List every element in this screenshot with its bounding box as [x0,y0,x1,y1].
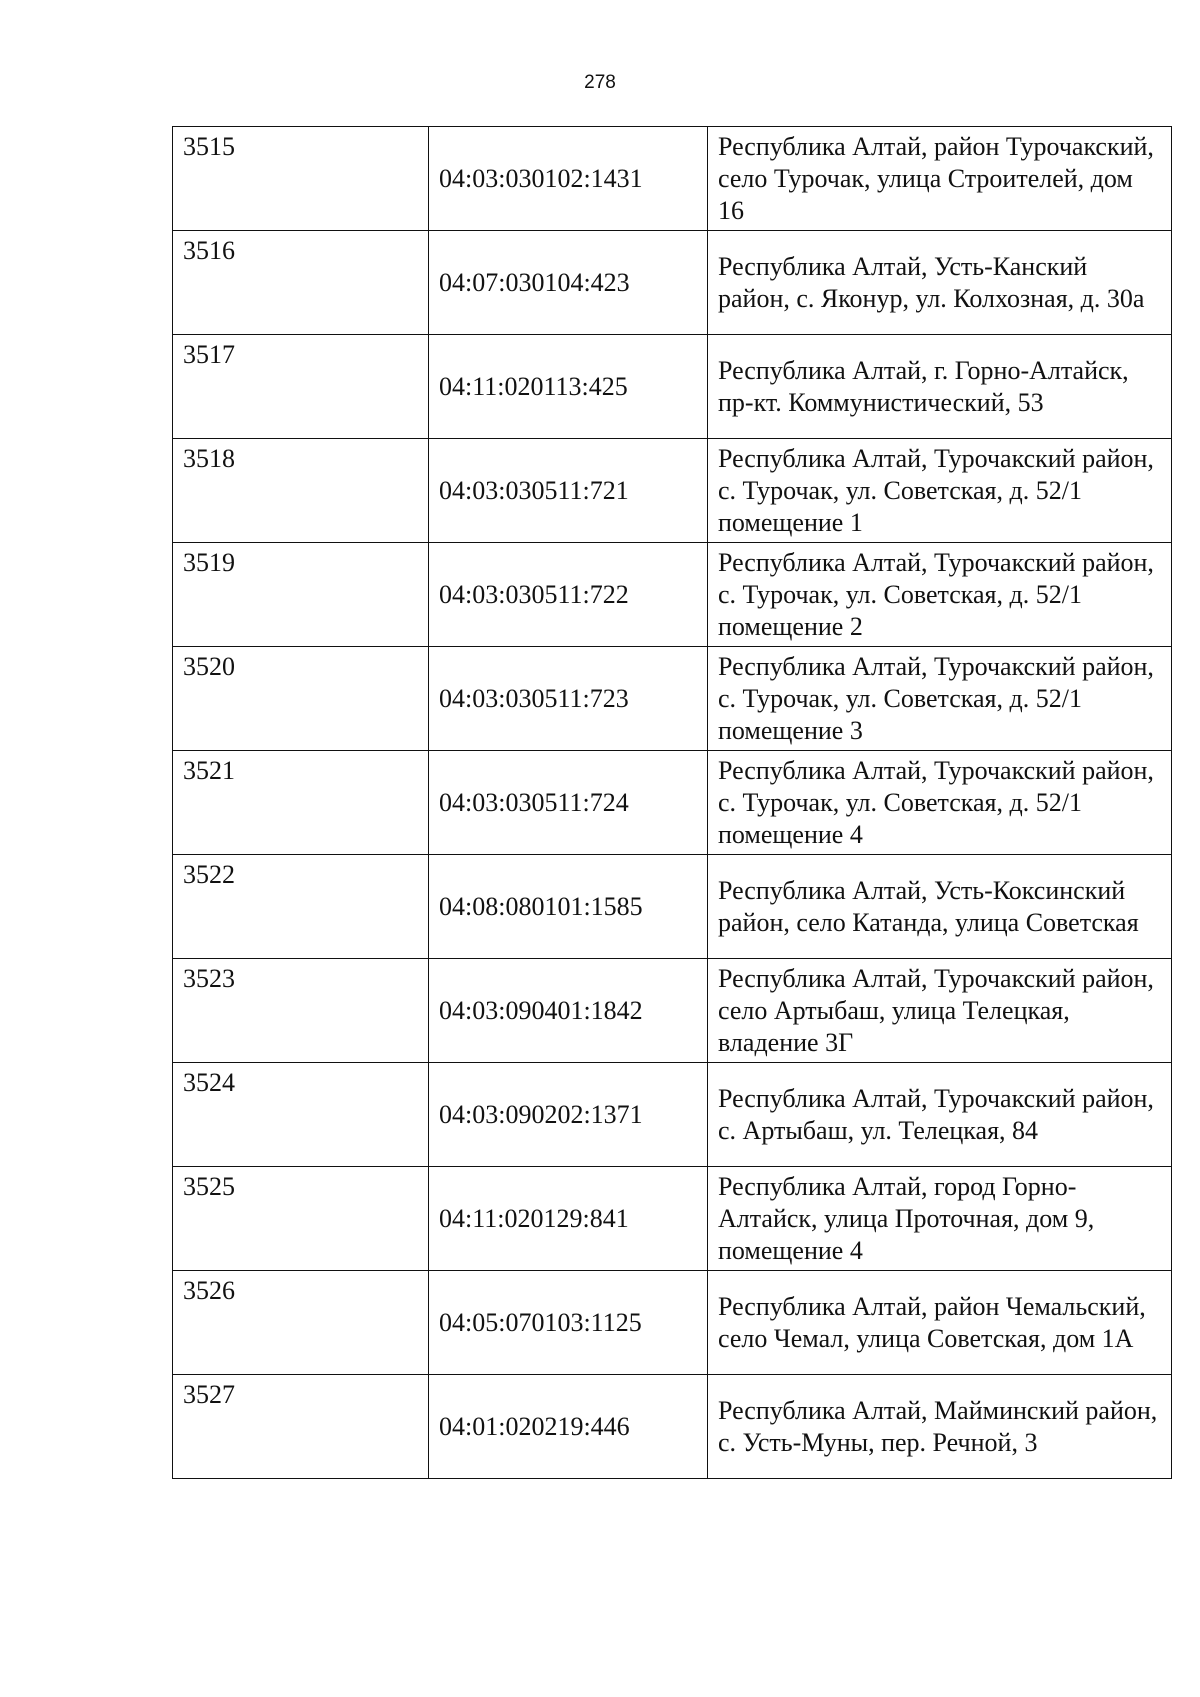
row-number-cell: 3517 [173,335,429,439]
cadastral-number-cell: 04:11:020129:841 [429,1167,708,1271]
row-number-cell: 3526 [173,1271,429,1375]
cadastral-number-cell: 04:08:080101:1585 [429,855,708,959]
cadastral-number-cell: 04:03:090202:1371 [429,1063,708,1167]
cadastral-number-cell: 04:03:030511:722 [429,543,708,647]
table-row [173,647,1172,751]
address-cell: Республика Алтай, Майминский район, с. Усть-Муны, пер. Речной, 3 [708,1375,1172,1479]
row-number-cell: 3525 [173,1167,429,1271]
table-row [173,335,1172,439]
page-number: 278 [584,72,616,93]
address-cell: Республика Алтай, город Горно-Алтайск, улица Проточная, дом 9, помещение 4 [708,1167,1172,1271]
address-cell: Республика Алтай, Турочакский район, с. Турочак, ул. Советская, д. 52/1 помещение 2 [708,543,1172,647]
table-row [173,439,1172,543]
table-row [173,231,1172,335]
table-row [173,543,1172,647]
table-row [173,751,1172,855]
table-row [173,959,1172,1063]
row-number-cell: 3516 [173,231,429,335]
address-cell: Республика Алтай, Усть-Коксинский район, село Катанда, улица Советская [708,855,1172,959]
row-number-cell: 3521 [173,751,429,855]
cadastral-number-cell: 04:03:030511:723 [429,647,708,751]
row-number-cell: 3522 [173,855,429,959]
table-row [173,1167,1172,1271]
address-cell: Республика Алтай, Турочакский район, с. Турочак, ул. Советская, д. 52/1 помещение 1 [708,439,1172,543]
table-row [173,1375,1172,1479]
table-row [173,855,1172,959]
address-cell: Республика Алтай, Турочакский район, с. Турочак, ул. Советская, д. 52/1 помещение 3 [708,647,1172,751]
cadastral-number-cell: 04:03:030511:724 [429,751,708,855]
row-number-cell: 3520 [173,647,429,751]
row-number-cell: 3527 [173,1375,429,1479]
address-cell: Республика Алтай, Усть-Канский район, с. Яконур, ул. Колхозная, д. 30а [708,231,1172,335]
row-number-cell: 3523 [173,959,429,1063]
cadastral-number-cell: 04:07:030104:423 [429,231,708,335]
table-row [173,1063,1172,1167]
address-cell: Республика Алтай, Турочакский район, село Артыбаш, улица Телецкая, владение 3Г [708,959,1172,1063]
address-cell: Республика Алтай, район Турочакский, село Турочак, улица Строителей, дом 16 [708,127,1172,231]
table-row [173,1271,1172,1375]
row-number-cell: 3524 [173,1063,429,1167]
cadastral-number-cell: 04:05:070103:1125 [429,1271,708,1375]
row-number-cell: 3515 [173,127,429,231]
row-number-cell: 3519 [173,543,429,647]
cadastral-number-cell: 04:03:090401:1842 [429,959,708,1063]
registry-table-body [173,127,1172,1479]
address-cell: Республика Алтай, район Чемальский, село Чемал, улица Советская, дом 1А [708,1271,1172,1375]
table-row [173,127,1172,231]
address-cell: Республика Алтай, Турочакский район, с. Турочак, ул. Советская, д. 52/1 помещение 4 [708,751,1172,855]
cadastral-number-cell: 04:11:020113:425 [429,335,708,439]
address-cell: Республика Алтай, Турочакский район, с. Артыбаш, ул. Телецкая, 84 [708,1063,1172,1167]
cadastral-number-cell: 04:03:030102:1431 [429,127,708,231]
cadastral-number-cell: 04:03:030511:721 [429,439,708,543]
cadastral-number-cell: 04:01:020219:446 [429,1375,708,1479]
row-number-cell: 3518 [173,439,429,543]
address-cell: Республика Алтай, г. Горно-Алтайск, пр-кт. Коммунистический, 53 [708,335,1172,439]
registry-table [172,126,1172,1479]
